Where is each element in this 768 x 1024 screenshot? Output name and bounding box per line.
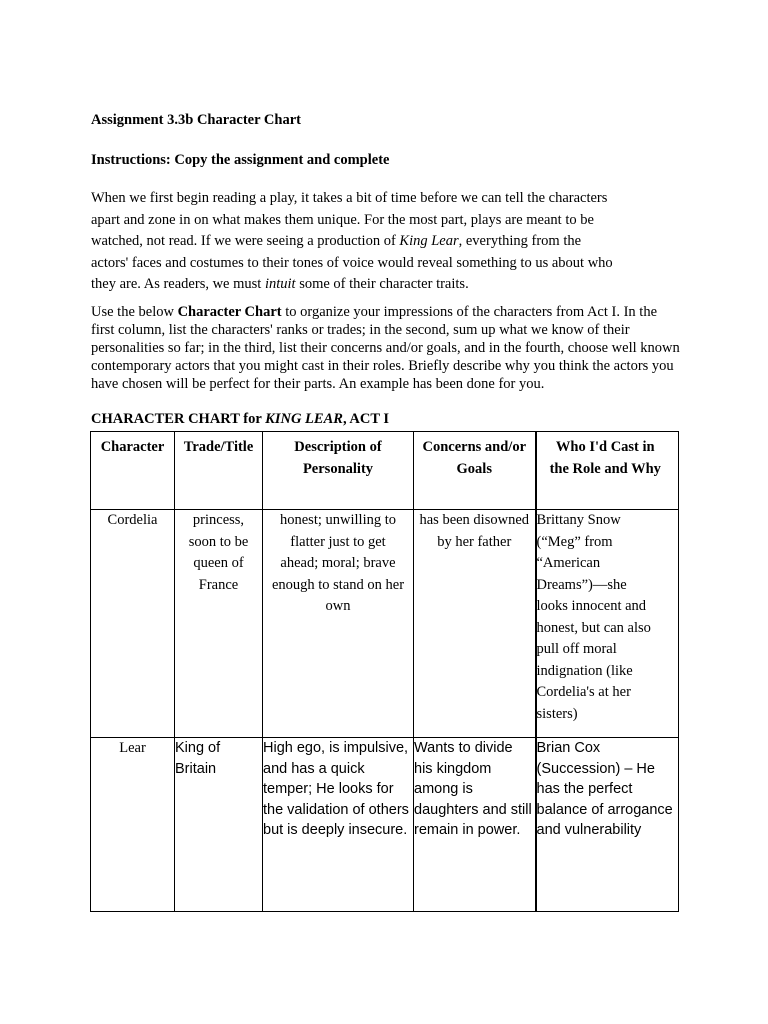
- table-row: [91, 510, 679, 738]
- header-cast: Who I'd Cast in the Role and Why: [536, 432, 679, 510]
- chart-heading-suffix: , ACT I: [342, 411, 390, 427]
- cell-concerns: Wants to divide his kingdom among is daughters and still remain in power.: [414, 738, 536, 912]
- cell-description: High ego, is impulsive, and has a quick temper; He looks for the validation of others but is deeply insecure.: [263, 738, 414, 912]
- directions-text-1: Use the below: [91, 304, 178, 320]
- cell-character: Lear: [91, 738, 175, 912]
- chart-heading-prefix: CHARACTER CHART for: [91, 411, 266, 427]
- cell-cast: Brittany Snow (“Meg” from “American Dreams”)—she looks innocent and honest, but can also pull off moral indignation (like Cordelia's at her sisters): [536, 510, 679, 738]
- header-concerns: Concerns and/or Goals: [414, 432, 536, 510]
- cell-character: Cordelia: [91, 510, 175, 738]
- directions-bold-term: Character Chart: [177, 304, 282, 320]
- cell-trade: King of Britain: [175, 738, 263, 912]
- header-character: Character: [91, 432, 175, 510]
- chart-heading: [91, 409, 389, 429]
- intro-text-2: , everything from the actors' faces and costumes to their tones of voice would reveal something to us about who they are. As readers, we must: [91, 233, 613, 292]
- intro-text-3: some of their character traits.: [295, 276, 469, 292]
- cell-trade: princess, soon to be queen of France: [175, 510, 263, 738]
- intro-play-title: King Lear: [399, 233, 459, 249]
- cell-description: honest; unwilling to flatter just to get ahead; moral; brave enough to stand on her own: [263, 510, 414, 738]
- assignment-title: Assignment 3.3b Character Chart: [91, 112, 301, 128]
- intro-emphasis: intuit: [264, 276, 296, 292]
- cell-concerns: has been disowned by her father: [414, 510, 536, 738]
- chart-heading-play: KING LEAR: [265, 411, 343, 427]
- table-row: [91, 738, 679, 912]
- instructions-heading: Instructions: Copy the assignment and complete: [91, 152, 390, 168]
- cell-cast: Brian Cox (Succession) – He has the perfect balance of arrogance and vulnerability: [536, 738, 679, 912]
- directions-text-2: to organize your impressions of the characters from Act I. In the first column, list the characters' ranks or trades; in the second, sum up what we know of their personalities so far; in the third, list their concerns and/or goals, and in the fourth, choose well known contemporary actors that you might cast in their roles. Briefly describe why you think the actors you have chosen will be perfect for their parts. An example has been done for you.: [91, 304, 680, 392]
- table-header-row: [91, 432, 679, 510]
- header-trade-title: Trade/Title: [175, 432, 263, 510]
- header-description: Description of Personality: [263, 432, 414, 510]
- directions-paragraph: [91, 303, 681, 393]
- intro-text-1: When we first begin reading a play, it takes a bit of time before we can tell the characters apart and zone in on what makes them unique. For the most part, plays are meant to be watched, not read. If we were seeing a production of: [91, 190, 608, 249]
- character-chart-table: [90, 431, 679, 912]
- intro-paragraph: [91, 188, 621, 296]
